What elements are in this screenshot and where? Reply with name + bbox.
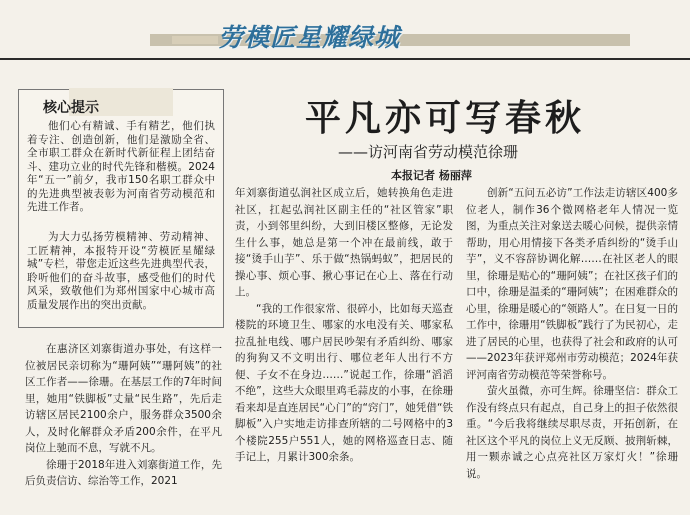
article-column-1 [25,341,222,490]
key-points-paragraph-2: 为大力弘扬劳模精神、劳动精神、工匠精神，本报特开设“劳模匠星耀绿城”专栏，带您走近这些先进典型代表，聆听他们的奋斗故事，感受他们的时代风采，致敬他们为郑州国家中心城市高质量发展作出的突出贡献。 [27,231,215,311]
article-paragraph: 萤火虽微，亦可生辉。徐珊坚信：群众工作没有终点只有起点，自己身上的担子依然很重。“今后我将继续尽职尽责，开拓创新，在社区这个平凡的岗位上义无反顾、披荆斩棘，用一颗赤诚之心点亮社区万家灯火！”徐珊说。 [466,385,678,480]
article-column-2 [235,185,453,466]
article-subhead: ——访河南省劳动模范徐珊 [338,143,519,161]
article-paragraph: 创新“五问五必访”工作法走访辖区400多位老人，制作36个微网格老年人情况一览图，为重点关注对象送去暖心问候，提供亲情帮助，用心用情接下各类矛盾纠纷的“烫手山芋”，义不容辞协调化解……在社区老人的眼里，徐珊是贴心的“珊阿姨”；在社区孩子们的口中，徐珊是温柔的“珊阿姨”；在困难群众的心里，徐珊是暖心的“领路人”。在日复一日的工作中，徐珊用“铁脚板”践行了为民初心，走进了居民的心里，也获得了社会和政府的认可——2023年获评郑州市劳动模范；2024年获评河南省劳动模范等荣誉称号。 [466,187,678,381]
banner-stripe [172,36,218,44]
banner-divider [0,58,690,60]
article-paragraph: 徐珊于2018年进入刘寨街道工作，先后负责信访、综治等工作，2021 [25,458,222,487]
article-paragraph: 在惠济区刘寨街道办事处，有这样一位被居民亲切称为“珊阿姨”“珊阿姨”的社区工作者——徐珊。在基层工作的7年时间里，她用“铁脚板”丈量“民生路”，先后走访辖区居民2100余户，服务群众3500余人，及时化解群众矛盾200余件，在平凡岗位上驰而不息，写就不凡。 [25,343,222,454]
article-column-3 [466,185,678,482]
article-byline: 本报记者 杨丽萍 [391,169,472,182]
key-points-paragraph-1: 他们心有精诚、手有精艺，他们执着专注、创造创新，他们是激励全省、全市职工群众在新时代新征程上团结奋斗、建功立业的时代先锋和楷模。2024年“五一”前夕，我市150名职工群众中的先进典型被表彰为河南省劳动模范和先进工作者。 [27,120,215,213]
article-headline: 平凡亦可写春秋 [305,98,586,139]
column-title: 劳模匠星耀绿城 [218,23,401,52]
column-banner [0,0,690,58]
key-points-box [18,89,224,328]
key-points-heading: 核心提示 [43,100,99,116]
article-paragraph: 年刘寨街道弘润社区成立后，她转换角色走进社区，扛起弘润社区副主任的“社区管家”职责，小到邻里纠纷，大到旧楼区整修，无论发生什么事，她总是第一个冲在最前线，敢于接“烫手山芋”、乐于做“热锅蚂蚁”，把居民的操心事、烦心事、揪心事记在心上、落在行动上。 [235,187,453,298]
article-paragraph: “我的工作很家常、很碎小，比如每天巡查楼院的环境卫生、哪家的水电没有关、哪家私拉乱扯电线、哪户居民吵架有矛盾纠纷、哪家的狗狗又不文明出行、哪位老年人出行不方便、子女不在身边……”说起工作，徐珊“滔滔不绝”，这些大众眼里鸡毛蒜皮的小事，在徐珊看来却是直连居民“心门”的“窍门”，她凭借“铁脚板”入户实地走访排查所辖的二号网格中的3个楼院255户551人，她的网格巡查日志、随手记上，月累计300余条。 [235,302,453,463]
